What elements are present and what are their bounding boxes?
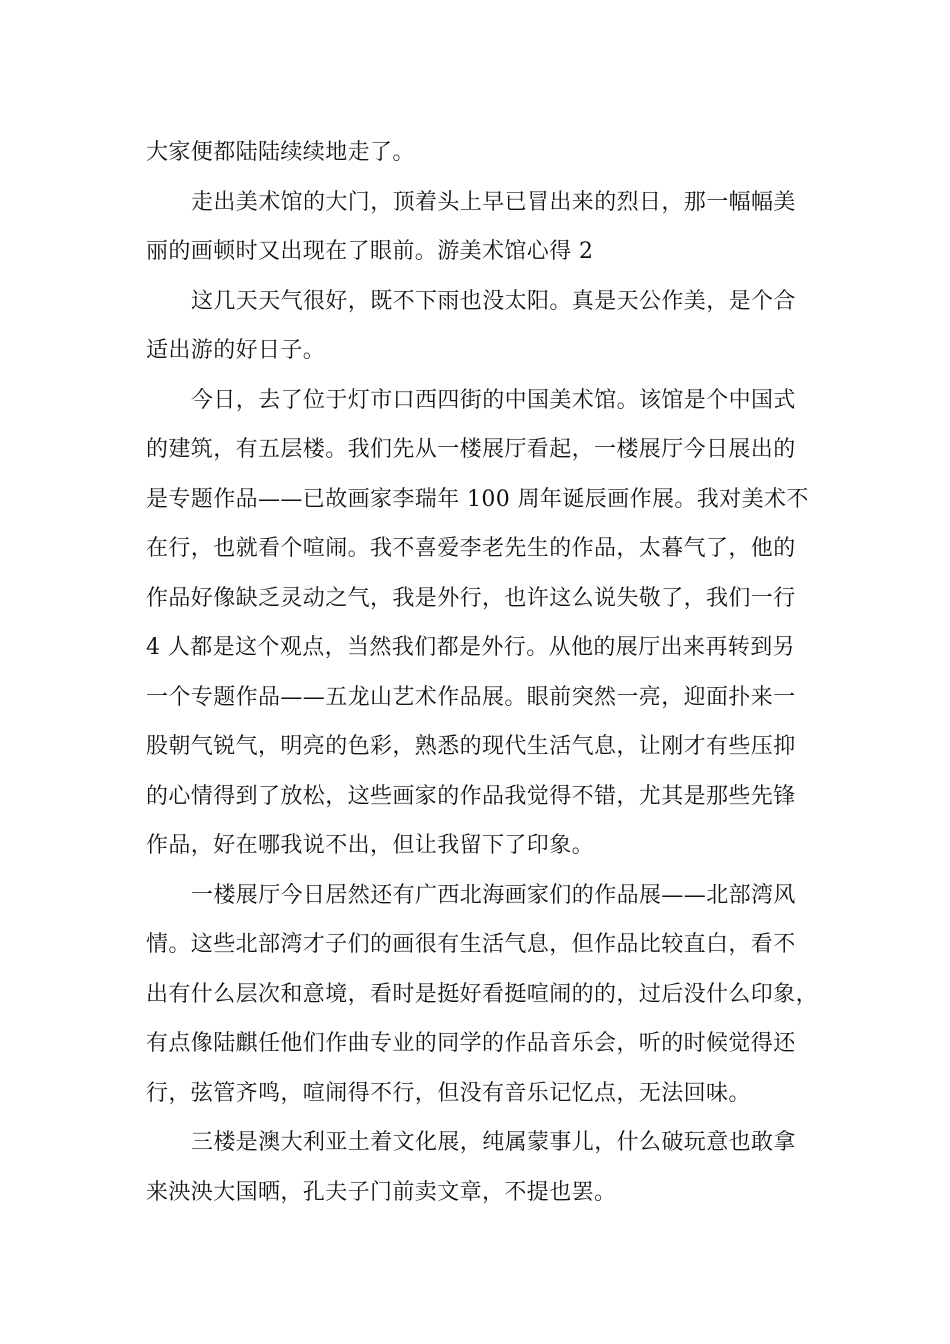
text-line: 来泱泱大国晒，孔夫子门前卖文章，不提也罢。 — [146, 1179, 617, 1205]
text-line: 一个专题作品——五龙山艺术作品展。眼前突然一亮，迎面扑来一 — [146, 684, 796, 710]
text-line: 丽的画顿时又出现在了眼前。游美术馆心得 2 — [146, 239, 594, 264]
text-line: 大家便都陆陆续续地走了。 — [146, 140, 415, 165]
paragraph-first-line: 这几天天气很好，既不下雨也没太阳。真是天公作美，是个合 — [191, 288, 796, 314]
text-line: 股朝气锐气，明亮的色彩，熟悉的现代生活气息，让刚才有些压抑 — [146, 734, 796, 759]
text-line: 适出游的好日子。 — [146, 338, 326, 363]
text-line: 在行，也就看个喧闹。我不喜爱李老先生的作品，太暮气了，他的 — [146, 536, 796, 561]
paragraph-first-line: 一楼展厅今日居然还有广西北海画家们的作品展——北部湾风 — [191, 882, 796, 908]
paragraph-first-line: 三楼是澳大利亚土着文化展，纯属蒙事儿，什么破玩意也敢拿 — [191, 1130, 796, 1155]
text-line: 是专题作品——已故画家李瑞年 100 周年诞辰画作展。我对美术不 — [146, 486, 809, 512]
text-line: 情。这些北部湾才子们的画很有生活气息，但作品比较直白，看不 — [146, 932, 796, 957]
text-line: 的心情得到了放松，这些画家的作品我觉得不错，尤其是那些先锋 — [146, 783, 796, 809]
paragraph-first-line: 今日，去了位于灯市口西四街的中国美术馆。该馆是个中国式 — [191, 387, 796, 413]
text-line: 4 人都是这个观点，当然我们都是外行。从他的展厅出来再转到另 — [146, 635, 795, 660]
text-line: 出有什么层次和意境，看时是挺好看挺喧闹的的，过后没什么印象， — [146, 981, 819, 1007]
text-line: 有点像陆麒任他们作曲专业的同学的作品音乐会，听的时候觉得还 — [146, 1031, 796, 1056]
text-line: 作品，好在哪我说不出，但让我留下了印象。 — [146, 833, 595, 858]
text-line: 作品好像缺乏灵动之气，我是外行，也许这么说失敬了，我们一行 — [146, 585, 796, 611]
document-body — [146, 128, 819, 1217]
text-line: 行，弦管齐鸣，喧闹得不行，但没有音乐记忆点，无法回味。 — [146, 1080, 751, 1106]
text-line: 的建筑，有五层楼。我们先从一楼展厅看起，一楼展厅今日展出的 — [146, 437, 796, 462]
paragraph-first-line: 走出美术馆的大门，顶着头上早已冒出来的烈日，那一幅幅美 — [191, 189, 796, 215]
